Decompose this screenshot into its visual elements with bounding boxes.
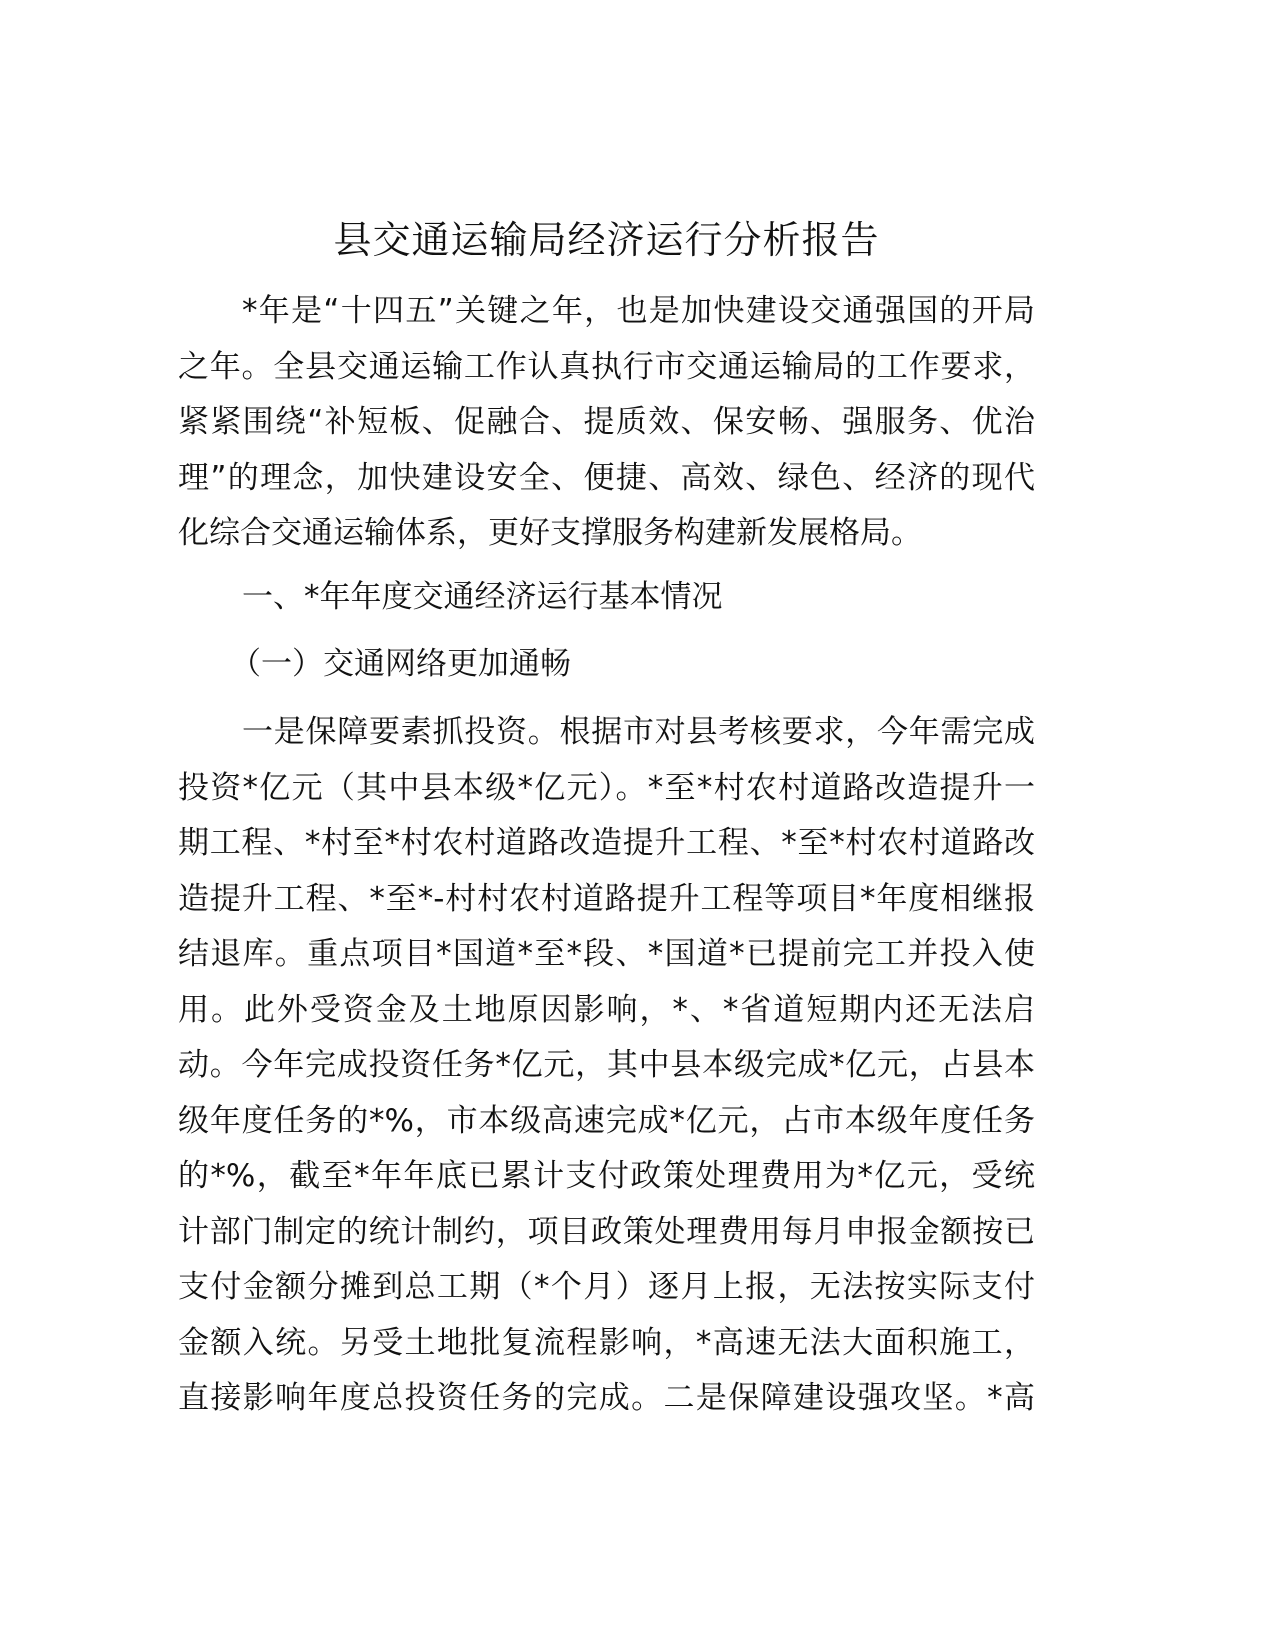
paragraph-line: 期工程、*村至*村农村道路改造提升工程、*至*村农村道路改 [178, 825, 1035, 861]
paragraph-line: *年是“十四五”关键之年，也是加快建设交通强国的开局 [242, 293, 1035, 329]
document-title: 县交通运输局经济运行分析报告 [333, 218, 880, 262]
paragraph-line: 的*%，截至*年年底已累计支付政策处理费用为*亿元，受统 [178, 1158, 1035, 1194]
body-paragraph [178, 705, 1035, 1427]
paragraph-line: 一是保障要素抓投资。根据市对县考核要求，今年需完成 [242, 714, 1035, 750]
paragraph-line: 金额入统。另受土地批复流程影响，*高速无法大面积施工， [178, 1324, 1035, 1361]
paragraph-line: 计部门制定的统计制约，项目政策处理费用每月申报金额按已 [178, 1213, 1035, 1250]
heading-text: 一、*年年度交通经济运行基本情况 [242, 579, 723, 615]
subsection-heading [178, 637, 1035, 693]
paragraph-line: 支付金额分摊到总工期（*个月）逐月上报，无法按实际支付 [178, 1269, 1035, 1305]
paragraph-line: 结退库。重点项目*国道*至*段、*国道*已提前完工并投入使 [178, 936, 1035, 972]
paragraph-line: 直接影响年度总投资任务的完成。二是保障建设强攻坚。*高 [178, 1380, 1035, 1416]
intro-paragraph [178, 284, 1035, 562]
paragraph-line: 投资*亿元（其中县本级*亿元）。*至*村农村道路改造提升一 [178, 769, 1035, 806]
section-heading [178, 570, 1035, 626]
paragraph-line: 动。今年完成投资任务*亿元，其中县本级完成*亿元，占县本 [178, 1047, 1035, 1083]
paragraph-line: 化综合交通运输体系，更好支撑服务构建新发展格局。 [178, 515, 922, 551]
paragraph-line: 级年度任务的*%，市本级高速完成*亿元，占市本级年度任务 [178, 1102, 1035, 1139]
paragraph-line: 造提升工程、*至*-村村农村道路提升工程等项目*年度相继报 [178, 880, 1035, 917]
paragraph-line: 之年。全县交通运输工作认真执行市交通运输局的工作要求， [178, 348, 1035, 385]
paragraph-line: 紧紧围绕“补短板、促融合、提质效、保安畅、强服务、优治 [178, 404, 1035, 440]
paragraph-line: 用。此外受资金及土地原因影响，*、*省道短期内还无法启 [178, 991, 1035, 1028]
heading-text: （一）交通网络更加通畅 [230, 646, 571, 682]
paragraph-line: 理”的理念，加快建设安全、便捷、高效、绿色、经济的现代 [178, 459, 1035, 496]
